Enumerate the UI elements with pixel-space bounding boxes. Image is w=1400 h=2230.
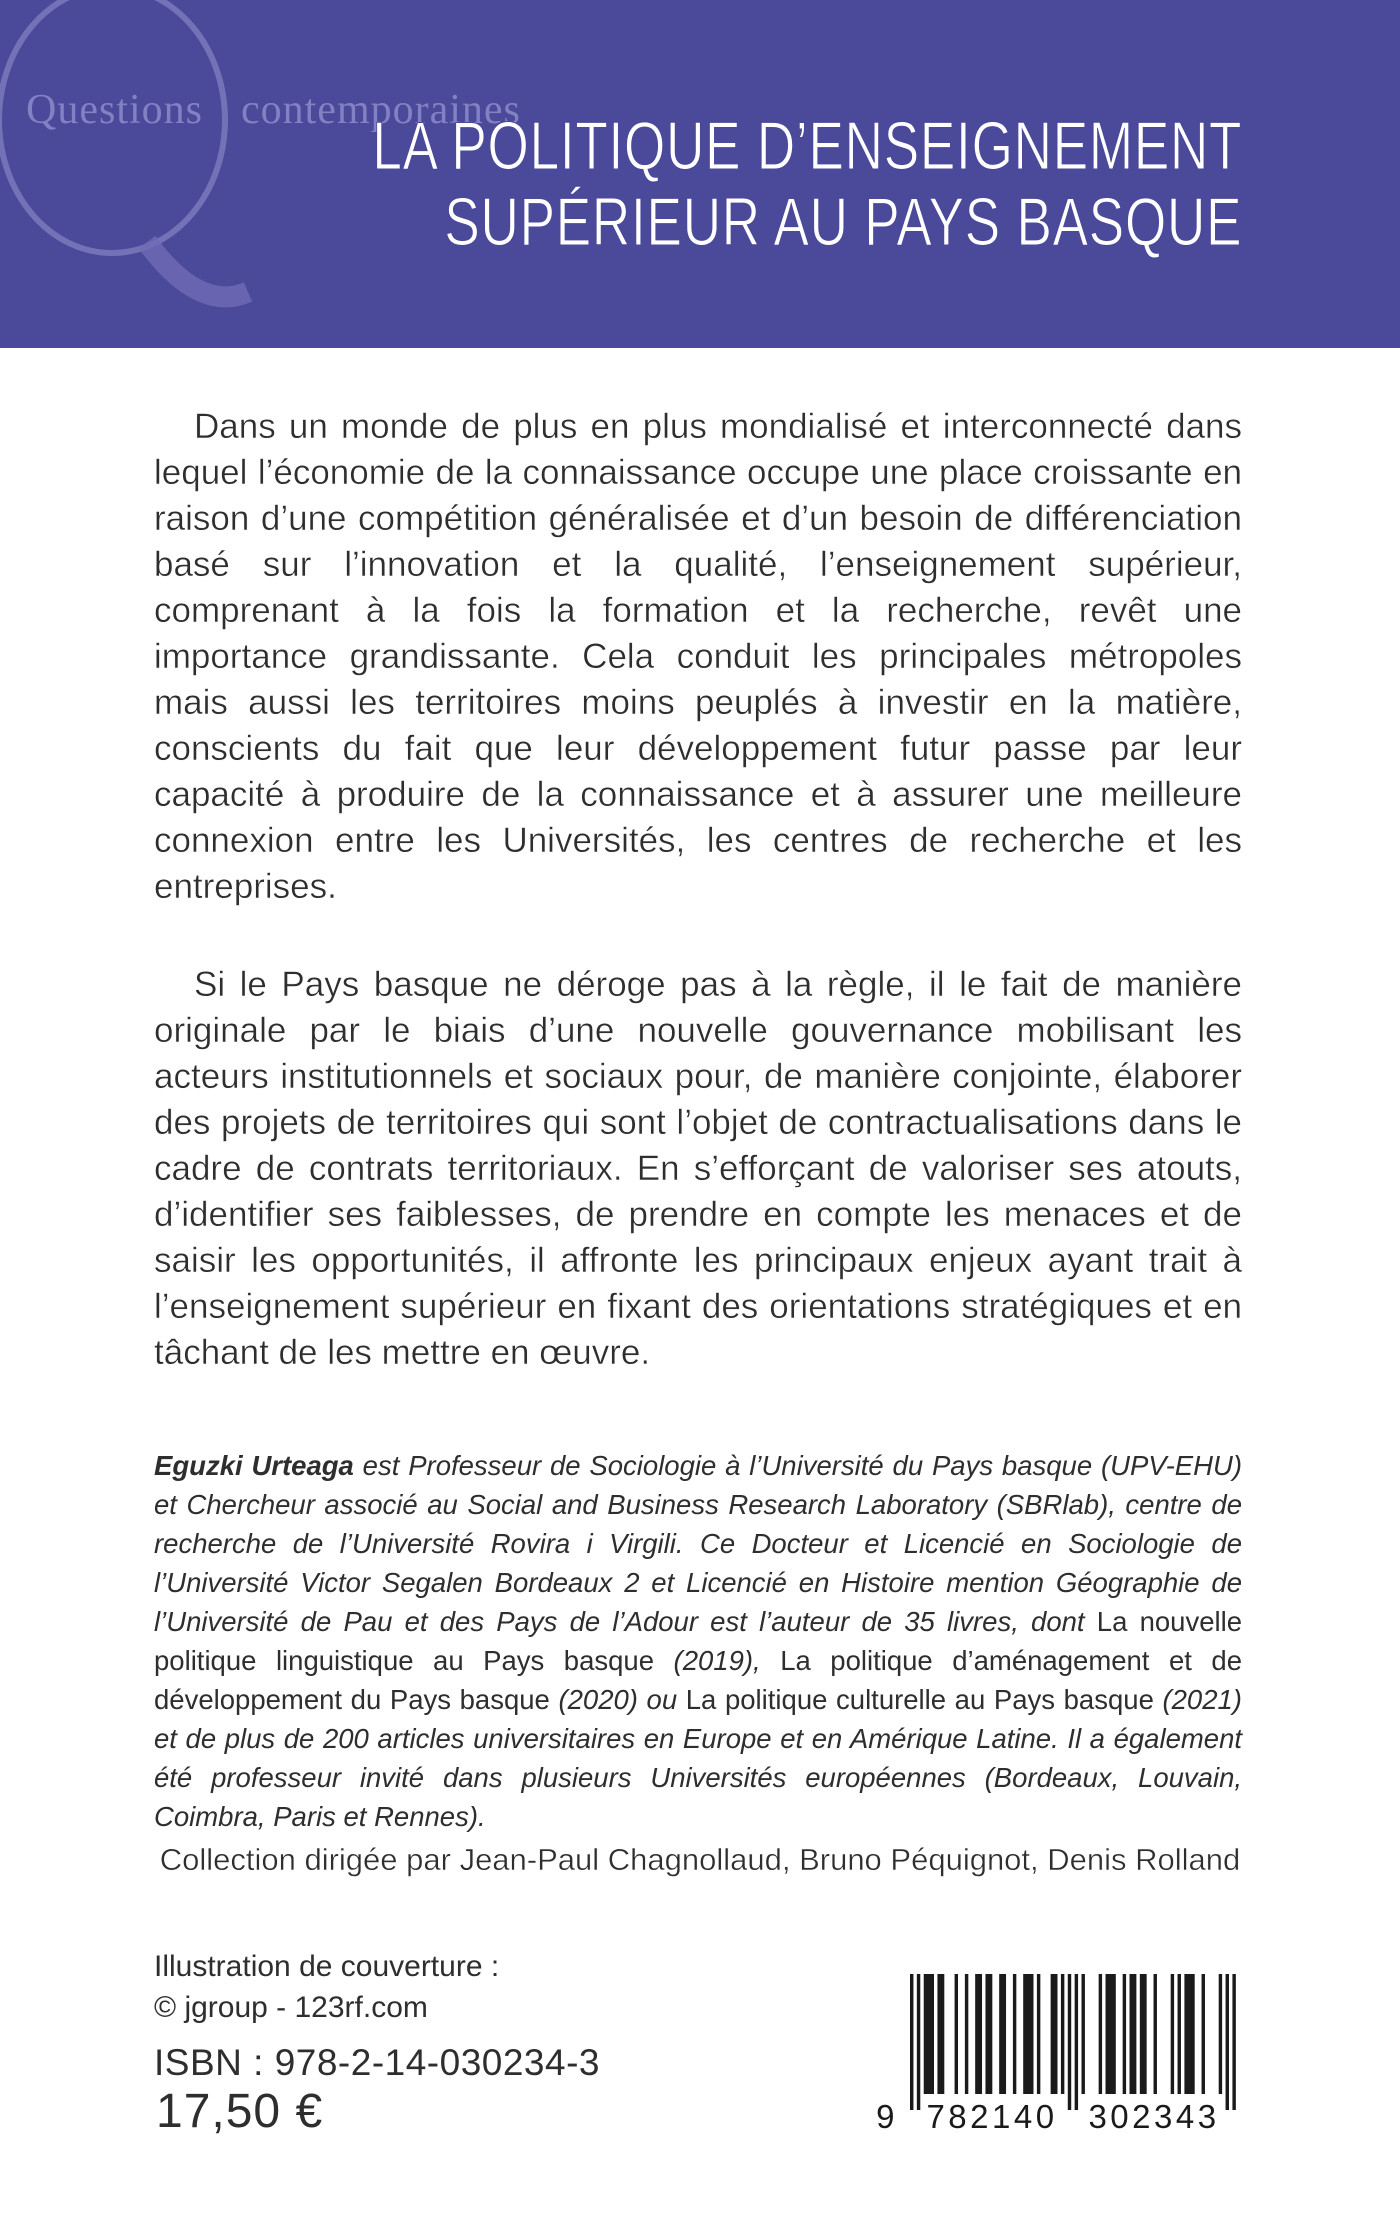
barcode-bar <box>965 1974 968 2094</box>
header-band <box>0 0 1400 348</box>
illustration-credit: © jgroup - 123rf.com <box>154 1991 428 2024</box>
barcode-bar <box>1013 1974 1016 2094</box>
q-watermark-icon <box>0 0 256 322</box>
barcode-bar <box>1130 1974 1137 2094</box>
collection-name-word2: contemporaines <box>241 87 521 133</box>
body-paragraph: Dans un monde de plus en plus mondialisé et interconnecté dans lequel l’économie de la connaissance occupe une place croissante en raison d’une compétition généralisée et d’un besoin de différenciation basé sur l’innovation et la qualité, l’enseignement supérieur, comprenant à la fois la formation et la recherche, revêt une importance grandissante. Cela conduit les principales métropoles mais aussi les territoires moins peuplés à investir en la matière, conscients du fait que leur développement futur passe par leur capacité à produire de la connaissance et à assurer une meilleure connexion entre les Universités, les centres de recherche et les entreprises. <box>154 407 1242 906</box>
bio-segment: La politique d’aménagement et de développement du Pays basque <box>154 1645 1242 1715</box>
barcode-digit-left: 9 <box>876 2098 898 2132</box>
back-cover-text <box>154 348 1242 1836</box>
barcode-bar <box>1061 1974 1064 2094</box>
barcode-bar <box>1082 1974 1085 2094</box>
barcode-bar <box>924 1974 934 2094</box>
barcode-bar <box>1154 1974 1157 2094</box>
book-title-line2: SUPÉRIEUR AU PAYS BASQUE <box>444 184 1242 260</box>
price: 17,50 € <box>156 2085 324 2138</box>
ean13-barcode <box>872 1972 1244 2132</box>
book-title-line1: LA POLITIQUE D’ENSEIGNEMENT <box>372 108 1242 184</box>
barcode-bar <box>1226 1974 1229 2110</box>
bio-segment: est Professeur de Sociologie à l’Université du Pays basque (UPV-EHU) et Chercheur associé au Social and Business Research Laboratory (SBRlab), centre de recherche de l’Université Rovira i Virgili. Ce Docteur et Licencié en Sociologie de l’Université Victor Segalen Bordeaux 2 et Licencié en Histoire mention Géographie de l’Université de Pau et des Pays de l’Adour est l’auteur de 35 livres, dont <box>154 1450 1242 1637</box>
body-paragraph: Si le Pays basque ne déroge pas à la règle, il le fait de manière originale par le biais d’une nouvelle gouvernance mobilisant les acteurs institutionnels et sociaux pour, de manière conjointe, élaborer des projets de territoires qui sont l’objet de contractualisations dans le cadre de contrats territoriaux. En s’efforçant de valoriser ses atouts, d’identifier ses faiblesses, de prendre en compte les menaces et de saisir les opportunités, il affronte les principaux enjeux ayant trait à l’enseignement supérieur en fixant des orientations stratégiques et en tâchant de les mettre en œuvre. <box>154 965 1242 1372</box>
bio-segment: Eguzki Urteaga <box>154 1450 354 1481</box>
barcode-bar <box>1232 1974 1235 2110</box>
barcode-bar <box>1184 1974 1194 2094</box>
barcode-bar <box>937 1974 944 2094</box>
barcode-bar <box>1023 1974 1033 2094</box>
barcode-bar <box>1171 1974 1174 2094</box>
illustration-label: Illustration de couverture : <box>154 1950 500 1983</box>
body-paragraphs <box>154 404 1242 1376</box>
isbn: ISBN : 978-2-14-030234-3 <box>154 2042 600 2083</box>
barcode-bar <box>1099 1974 1102 2094</box>
barcode-digits-group2: 302343 <box>1088 2098 1220 2132</box>
bio-segment: La politique culturelle au Pays basque <box>685 1684 1154 1715</box>
barcode-bar <box>985 1974 992 2094</box>
collection-name-word1: Questions <box>26 87 203 133</box>
barcode-bar <box>955 1974 958 2094</box>
barcode-bar <box>1051 1974 1058 2094</box>
barcode-bar <box>910 1974 913 2110</box>
bio-segment: La nouvelle politique linguistique au Pays basque <box>154 1606 1243 1676</box>
barcode-bar <box>1140 1974 1147 2094</box>
book-title <box>372 108 1242 260</box>
barcode-digits-group1: 782140 <box>926 2098 1058 2132</box>
barcode-bar <box>1106 1974 1116 2094</box>
barcode-bar <box>1075 1974 1078 2110</box>
barcode-bar <box>1068 1974 1071 2110</box>
collection-credit-line: Collection dirigée par Jean-Paul Chagnollaud, Bruno Péquignot, Denis Rolland <box>159 1842 1241 1877</box>
barcode-bar <box>1123 1974 1126 2094</box>
barcode-bar <box>975 1974 982 2094</box>
barcode-bar <box>999 1974 1006 2094</box>
barcode-bar <box>917 1974 920 2110</box>
illustration-credit-block <box>154 1946 499 2028</box>
barcode-bar <box>1219 1974 1222 2094</box>
bio-segment: (2019), <box>654 1645 781 1676</box>
author-bio <box>154 1446 1242 1836</box>
bio-segment: (2021) et de plus de 200 articles universitaires en Europe et en Amérique Latine. Il a également été professeur invité dans plusieurs Universités européennes (Bordeaux, Louvain, Coimbra, Paris et Rennes). <box>154 1684 1242 1832</box>
barcode-bar <box>1178 1974 1181 2094</box>
bio-segment: (2020) ou <box>549 1684 686 1715</box>
barcode-bar <box>1202 1974 1205 2094</box>
barcode-bar <box>1037 1974 1040 2094</box>
